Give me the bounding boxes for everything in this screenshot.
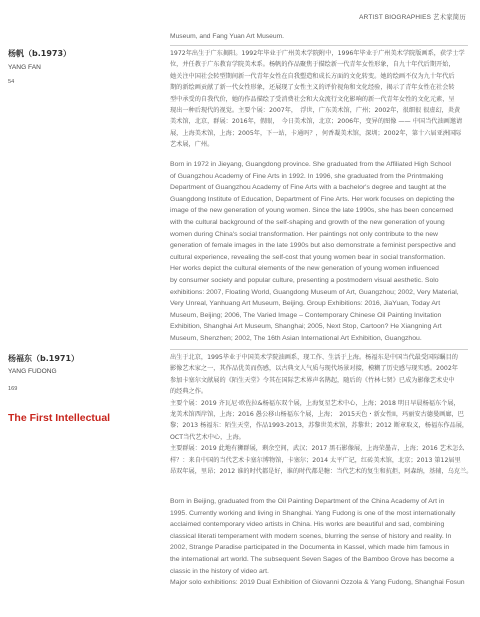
bio-line: 位，并任教于广东教育学院美术系。杨帆的作品聚焦于描绘新一代青年女性形象，自九十年代后期开始， bbox=[170, 61, 455, 69]
bio-line: classical literati temperament with modern scenes, blurring the sense of history and reality. In bbox=[170, 532, 452, 540]
bio-line: Exhibition, Shanghai Art Museum, Shanghai; 2005, Next Stop, Cartoon? He Xiangning Art bbox=[170, 323, 442, 331]
artwork-page-ref: 54 bbox=[8, 79, 15, 85]
bio-line: Guangdong Institute of Education, Department of Fine Arts. Her work focuses on depicting the bbox=[170, 195, 455, 203]
bio-line: 型中承受的自我代价，她的作品描绘了受消费社会和大众流行文化影响的新一代青年女性的文化元素，呈 bbox=[170, 95, 455, 103]
bio-line: 艺术展，广州。 bbox=[170, 141, 214, 149]
artist-name-en: YANG FAN bbox=[8, 64, 41, 71]
section-divider bbox=[170, 45, 468, 46]
bio-cn bbox=[170, 48, 468, 151]
bio-line: OCT当代艺术中心，上海。 bbox=[170, 433, 245, 441]
bio-en bbox=[170, 159, 468, 345]
bio-line: 2002, Strange Paradise participated in the Documenta in Kassel, which made him famous in bbox=[170, 544, 450, 552]
bio-line: of Guangzhou Academy of Fine Arts in 1992. In 1996, she graduated from the Printmaking bbox=[170, 172, 444, 180]
bio-line: 昂双年展，里昂；2012 谁的时代都是好，谁的时代都是糖：当代艺术的复生和抗拒，阿森纳，基辅，乌克兰。 bbox=[170, 468, 473, 476]
bio-line: 主要个展：2019 齐瓦尼·欧佐拉&杨福东双个展，上海复星艺术中心，上海；2018 明日早晨杨福东个展， bbox=[170, 399, 460, 407]
artist-name-cn: 杨福东（b.1971） bbox=[8, 354, 80, 363]
artist-name-en: YANG FUDONG bbox=[8, 368, 57, 375]
bio-line: image of the new generation of young women. Since the late 1990s, she has been concerned bbox=[170, 207, 454, 215]
bio-line: 主要群展：2019 此地有狮群展，剩余空间，武汉；2017 黑石影像展，上海荣墨吉，上海；2016 艺术怎么 bbox=[170, 445, 465, 453]
bio-line: 展，上海美术馆，上海；2005年，下一站，卡通吗？，何香凝美术馆，深圳；2002年，第十六届亚洲国际 bbox=[170, 129, 462, 137]
running-header: ARTIST BIOGRAPHIES 艺术家简历 bbox=[359, 14, 466, 21]
bio-line: 现出一种后现代的视觉。主要个展：2007年， 浮世，广东美术馆，广州；2002年，很细很 很虚幻，炎黄 bbox=[170, 107, 461, 115]
bio-en bbox=[170, 496, 468, 589]
bio-line: 参加卡塞尔文献展的《陌生天堂》令其在国际艺术界声名鹊起，随后的《竹林七贤》已成为影像艺术史中 bbox=[170, 376, 455, 384]
bio-cn bbox=[170, 352, 473, 477]
artwork-title bbox=[8, 413, 110, 423]
bio-line: exhibitions: 2007, Floating World, Guangdong Museum of Art, Guangzhou; 2002, Very Material, bbox=[170, 288, 459, 296]
bio-line: 1995. Currently working and living in Shanghai. Yang Fudong is one of the most internationally bbox=[170, 509, 456, 517]
bio-line: 黎；2013 杨福东：陌生天堂，作品1993-2013，苏黎世美术馆，苏黎世；2012 断章取义，杨福东作品展， bbox=[170, 422, 469, 430]
bio-line: Department of Guangzhou Academy of Fine Arts with a bachelor's degree and taught at the bbox=[170, 184, 447, 192]
bio-line: Museum, Beijing; 2006, The Varied Image – Contemporary Chinese Oil Painting Invitation bbox=[170, 311, 442, 319]
bio-line: by consumer society and popular culture, presenting a postmodern visual aesthetic. Solo bbox=[170, 276, 439, 284]
previous-bio-tail: Museum, and Fang Yuan Art Museum. bbox=[170, 33, 284, 40]
section-divider bbox=[170, 349, 468, 350]
bio-line: generation of female images in the late 1990s but also demonstrate a feminist perspective and bbox=[170, 242, 456, 250]
bio-line: 1972年出生于广东揭阳。1992年毕业于广州美术学院附中，1996年毕业于广州美术学院版画系，获学士学 bbox=[170, 50, 465, 57]
bio-line: Her works depict the cultural elements of the new generation of young women influenced bbox=[170, 265, 439, 273]
bio-line: 的经典之作。 bbox=[170, 388, 208, 396]
artwork-title-line: The First Intellectual bbox=[8, 412, 111, 424]
bio-line: 影像艺术家之一，其作品优美而伤感，以古典文人气质与现代场景对接，模糊了历史感与现实感。2002年 bbox=[170, 365, 458, 373]
bio-line: acclaimed contemporary video artists in China. His works are beautiful and sad, combining bbox=[170, 521, 445, 529]
bio-line: Museum, Shenzhen; 2002, The 16th Asian International Art Exhibition, Guangzhou. bbox=[170, 334, 422, 342]
bio-line: 出生于北京，1995毕业于中国美术学院油画系，现工作、生活于上海。杨福东是中国当代最受国际瞩目的 bbox=[170, 354, 458, 361]
artwork-page-ref: 169 bbox=[8, 386, 18, 392]
bio-line: 样？：来自中国的当代艺术卡塞尔博物馆，卡塞尔；2014 太平广记，红砖美术馆，北京；2013 第12届里 bbox=[170, 456, 461, 464]
bio-line: 她关注中国社会转型期间新一代青年女性在自我塑造和成长方面的文化转变。她的绘画不仅为九十年代后 bbox=[170, 72, 455, 80]
artist-name-cn: 杨帆（b.1973） bbox=[8, 49, 72, 58]
bio-line: classic in the history of video art. bbox=[170, 567, 269, 575]
bio-line: Major solo exhibitions: 2019 Dual Exhibition of Giovanni Ozzola & Yang Fudong, Shanghai Fosun bbox=[170, 579, 465, 587]
bio-line: Born in 1972 in Jieyang, Guangdong province. She graduated from the Affiliated High School bbox=[170, 161, 452, 168]
bio-line: the international art world. The subsequent Seven Sages of the Bamboo Grove has become a bbox=[170, 555, 455, 563]
bio-line: 期的新绘画贡献了新一代女性形象，还展现了女性主义的评价视角和文化经验，揭示了青年女性在社会转 bbox=[170, 84, 455, 92]
bio-line: cultural experience, revealing the self-cost that young women bear in social transformation. bbox=[170, 253, 446, 261]
bio-line: Very Unreal, Yanhuang Art Museum, Beijing. Group Exhibitions: 2016, JiaYuan, Today Art bbox=[170, 300, 441, 308]
bio-line: with the cultural background of the self-shaping and growth of the new generation of young bbox=[170, 218, 445, 226]
bio-line: women during China's social transformation. Her paintings not only contribute to the new bbox=[170, 230, 438, 238]
bio-line: 龙美术馆西岸馆，上海；2016 愚公移山杨福东个展，上海； 2015天色・新女性II，玛丽安古德曼画廊，巴 bbox=[170, 411, 464, 419]
bio-line: Born in Beijing, graduated from the Oil Painting Department of the China Academy of Art in bbox=[170, 498, 445, 505]
bio-line: 美术馆，北京，群展：2016年，假眼， 今日美术馆，北京；2006年，变异的图像 —— 中国当代油画邀请 bbox=[170, 118, 463, 126]
